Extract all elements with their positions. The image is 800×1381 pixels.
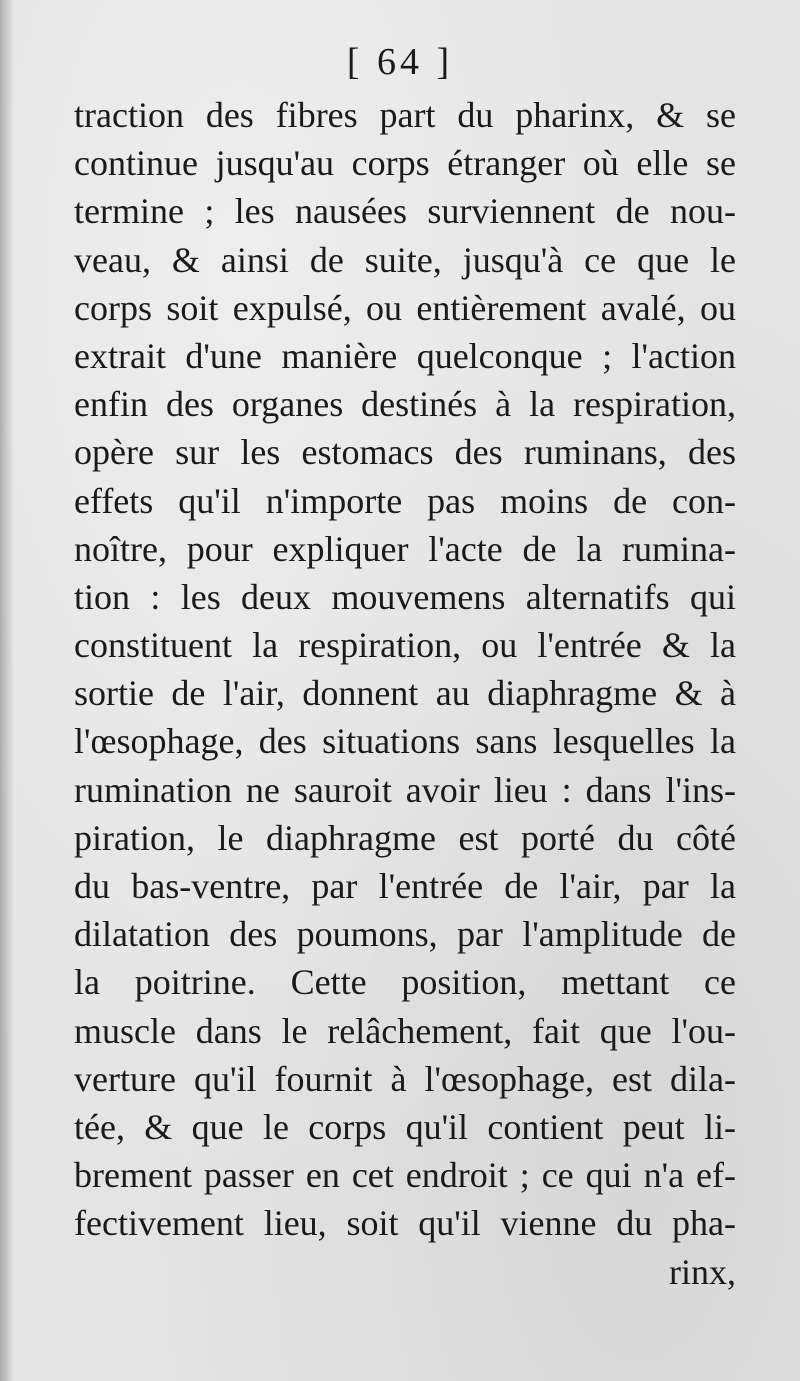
text-line: verture qu'il fournit à l'œsophage, est dila- [74, 1058, 736, 1099]
text-line: la poitrine. Cette position, mettant ce [74, 962, 736, 1003]
text-line: opère sur les estomacs des ruminans, des [74, 432, 736, 473]
text-line: sortie de l'air, donnent au diaphragme & à [74, 673, 736, 714]
text-line: corps soit expulsé, ou entièrement avalé, ou [74, 287, 736, 328]
text-line: noître, pour expliquer l'acte de la rumina- [74, 528, 736, 569]
text-line: tion : les deux mouvemens alternatifs qui [74, 576, 736, 617]
body-text [74, 91, 736, 1296]
text-line: veau, & ainsi de suite, jusqu'à ce que le [74, 239, 736, 280]
text-line: enfin des organes destinés à la respiration, [74, 384, 736, 425]
text-line: tée, & que le corps qu'il contient peut li- [74, 1106, 736, 1147]
page-number: [ 64 ] [346, 41, 454, 83]
catchword-line: rinx, [669, 1251, 736, 1292]
text-line: rumination ne sauroit avoir lieu : dans l'ins- [74, 769, 736, 810]
text-line: fectivement lieu, soit qu'il vienne du pha- [74, 1203, 736, 1244]
text-line: muscle dans le relâchement, fait que l'ou- [74, 1010, 736, 1051]
text-line: traction des fibres part du pharinx, & se [74, 95, 736, 135]
text-line: brement passer en cet endroit ; ce qui n'a ef- [74, 1155, 736, 1196]
text-line: extrait d'une manière quelconque ; l'action [74, 335, 736, 376]
text-line: l'œsophage, des situations sans lesquelles la [74, 721, 736, 762]
text-line: constituent la respiration, ou l'entrée & la [74, 625, 736, 666]
text-line: termine ; les nausées surviennent de nou- [74, 191, 736, 232]
text-line: effets qu'il n'importe pas moins de con- [74, 480, 736, 521]
text-line: dilatation des poumons, par l'amplitude de [74, 914, 736, 955]
text-line: du bas-ventre, par l'entrée de l'air, par la [74, 866, 736, 906]
text-line: piration, le diaphragme est porté du côté [74, 817, 736, 858]
text-line: continue jusqu'au corps étranger où elle se [74, 143, 736, 184]
